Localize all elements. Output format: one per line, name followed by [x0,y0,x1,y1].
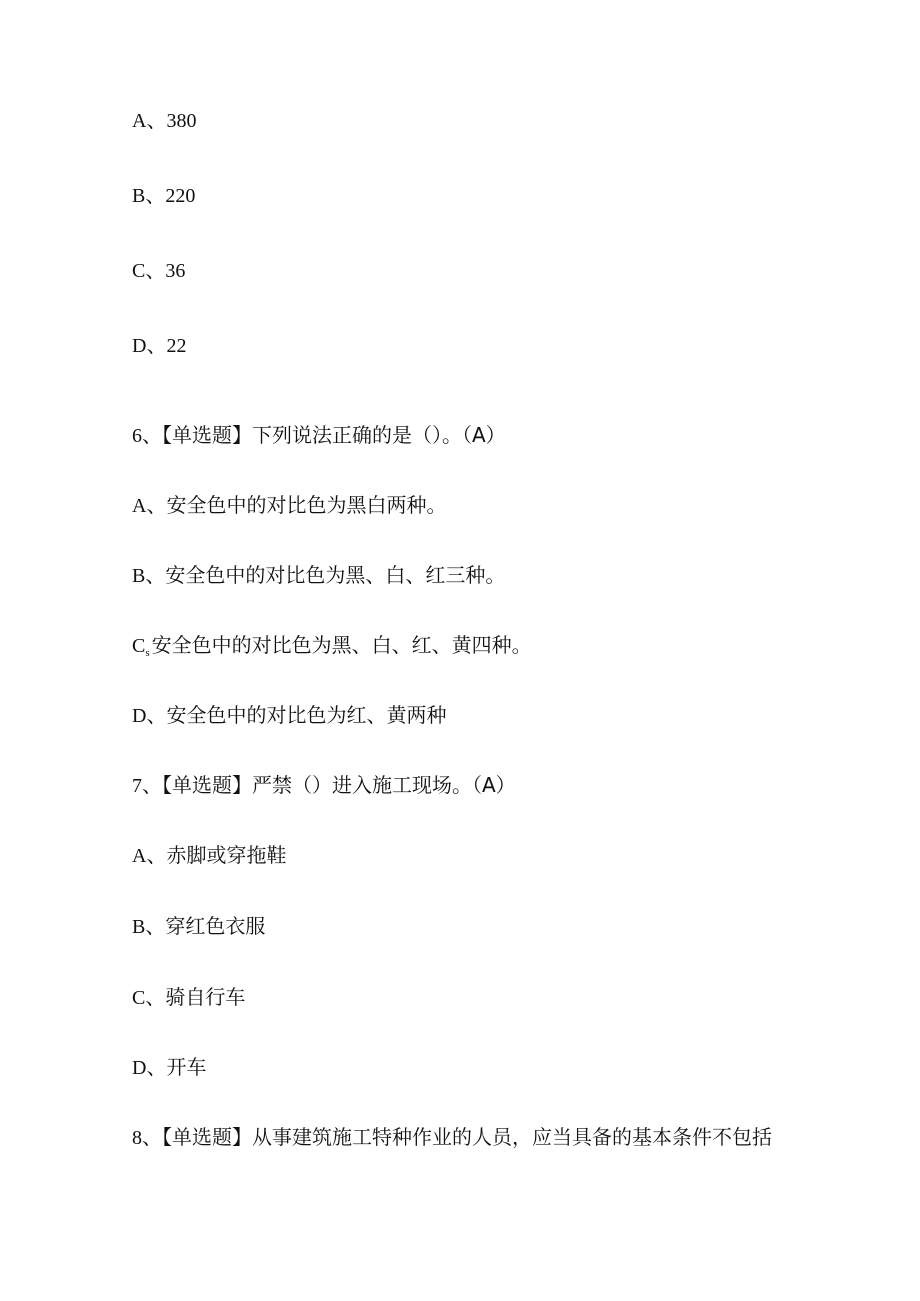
q6-option-c [132,633,532,665]
option-letter: D [132,1057,147,1079]
question-separator: 、 [142,423,162,447]
option-b [132,183,195,208]
option-separator: 、 [146,333,167,357]
option-separator: 、 [146,843,167,867]
option-text: 安全色中的对比色为红、黄两种 [166,703,447,727]
option-separator: 、 [146,703,167,727]
question-6 [132,423,506,448]
question-type: 【单选题】 [162,1125,252,1149]
q7-option-c [132,985,245,1010]
option-text: 赤脚或穿拖鞋 [166,843,287,867]
question-number: 7 [132,775,142,797]
option-letter: B [132,565,146,587]
question-number: 8 [132,1127,142,1149]
q7-option-b [132,914,265,939]
option-letter: D [132,335,147,357]
option-letter: A [132,110,147,132]
q7-option-d [132,1055,206,1080]
option-separator: 、 [146,1055,167,1079]
question-separator: 、 [142,773,162,797]
question-answer: （A） [472,773,516,797]
option-letter: D [132,705,147,727]
question-separator: 、 [142,1125,162,1149]
option-text: 穿红色衣服 [165,914,266,938]
option-separator: 、 [146,493,167,517]
question-7 [132,773,516,798]
option-separator: 、 [146,108,167,132]
question-stem: 严禁（）进入施工现场。 [252,773,472,797]
option-text: 骑自行车 [165,985,246,1009]
option-separator: 、 [145,914,166,938]
option-d [132,333,186,358]
option-letter: C [132,260,146,282]
option-letter: C [132,987,146,1009]
option-letter: B [132,916,146,938]
option-text: 安全色中的对比色为黑白两种。 [166,493,447,517]
option-separator: 、 [145,258,166,282]
option-c [132,258,185,283]
option-letter: C [132,635,146,657]
question-type: 【单选题】 [162,423,252,447]
option-separator: 、 [145,563,166,587]
option-text: 220 [165,185,196,207]
option-letter: A [132,845,147,867]
question-type: 【单选题】 [162,773,252,797]
option-separator: 、 [145,183,166,207]
option-separator: s [145,647,150,659]
q6-option-d [132,703,446,728]
question-8 [132,1125,772,1150]
question-answer: （A） [462,423,506,447]
q6-option-b [132,563,505,588]
option-text: 安全色中的对比色为黑、白、红、黄四种。 [151,633,532,657]
option-text: 380 [166,110,197,132]
question-number: 6 [132,425,142,447]
q6-option-a [132,493,446,518]
option-separator: 、 [145,985,166,1009]
question-stem: 从事建筑施工特种作业的人员，应当具备的基本条件不包括 [252,1125,772,1149]
q7-option-a [132,843,286,868]
option-letter: A [132,495,147,517]
option-text: 22 [166,335,187,357]
option-text: 安全色中的对比色为黑、白、红三种。 [165,563,506,587]
option-a [132,108,196,133]
option-text: 开车 [166,1055,207,1079]
option-text: 36 [165,260,186,282]
option-letter: B [132,185,146,207]
question-stem: 下列说法正确的是（）。 [252,423,462,447]
